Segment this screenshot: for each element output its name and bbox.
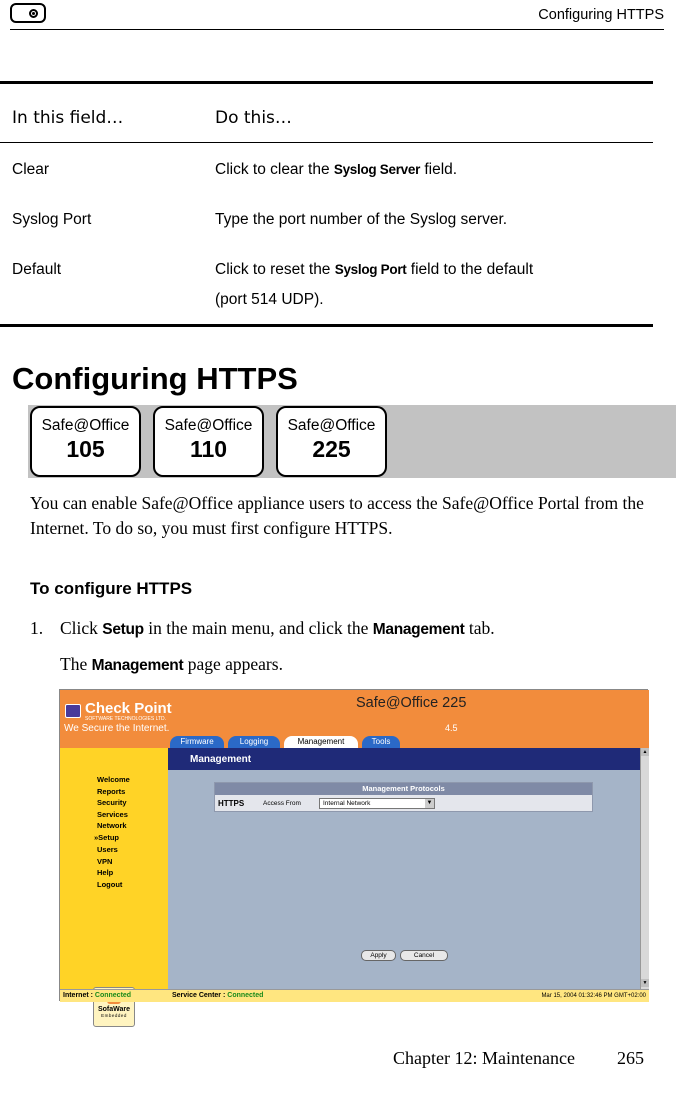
table-row-action: Type the port number of the Syslog server. (215, 211, 508, 228)
running-header: Configuring HTTPS (538, 7, 664, 23)
step-result: The Management page appears. (60, 654, 283, 674)
chevron-down-icon: ▼ (426, 800, 433, 806)
table-row-field: Default (12, 261, 62, 278)
intro-paragraph: You can enable Safe@Office appliance users to access the Safe@Office Portal from the Internet. To do so, you must first configure HTTPS. (30, 493, 644, 538)
chapter-icon (10, 3, 46, 23)
footer-chapter: Chapter 12: Maintenance (393, 1048, 575, 1068)
procedure-heading: To configure HTTPS (30, 579, 193, 598)
step-text: Click Setup in the main menu, and click the Management tab. (60, 618, 495, 638)
tab-logging[interactable]: Logging (228, 736, 280, 748)
table-top-rule (0, 81, 653, 84)
menu-item-welcome[interactable]: Welcome (97, 775, 130, 784)
scrollbar[interactable] (640, 748, 649, 989)
header-rule (10, 29, 664, 30)
step-number: 1. (30, 618, 44, 638)
logo-tagline: We Secure the Internet. (64, 723, 170, 734)
scroll-down-icon[interactable]: ▼ (642, 980, 648, 986)
main-content (168, 748, 640, 989)
access-from-select[interactable]: Internal Network ▼ (319, 798, 435, 809)
apply-button[interactable]: Apply (361, 950, 396, 961)
section-title: Configuring HTTPS (12, 361, 298, 396)
scroll-up-icon[interactable]: ▲ (642, 749, 648, 755)
logo-subtitle: SOFTWARE TECHNOLOGIES LTD. (85, 716, 167, 722)
checkpoint-logo-icon (65, 704, 81, 718)
table-header-action: Do this… (215, 108, 292, 128)
product-name: Safe@Office 225 (356, 695, 467, 711)
menu-item-setup[interactable]: »Setup (94, 833, 120, 842)
menu-item-reports[interactable]: Reports (97, 787, 126, 796)
table-row-field: Syslog Port (12, 211, 92, 228)
management-page-screenshot (59, 689, 648, 1018)
menu-item-logout[interactable]: Logout (97, 880, 123, 889)
product-badge: Safe@Office 110 (153, 406, 264, 477)
table-header-field: In this field… (12, 108, 124, 128)
menu-item-users[interactable]: Users (97, 845, 118, 854)
status-internet: Internet : Connected (63, 992, 132, 999)
panel-title: Management Protocols (215, 783, 592, 795)
page-title: Management (190, 754, 252, 765)
table-bottom-rule (0, 324, 653, 327)
cancel-button[interactable]: Cancel (400, 950, 448, 961)
tab-tools[interactable]: Tools (362, 736, 400, 748)
table-row-action: Click to clear the Syslog Server field. (215, 161, 458, 178)
table-row-action: Click to reset the Syslog Port field to the default (215, 261, 534, 278)
product-badge: Safe@Office 105 (30, 406, 141, 477)
page-number: 265 (617, 1048, 644, 1068)
tab-management[interactable]: Management (284, 736, 358, 748)
https-label: HTTPS (218, 799, 245, 808)
menu-item-vpn[interactable]: VPN (97, 857, 113, 866)
status-bar (60, 989, 649, 1002)
menu-item-security[interactable]: Security (97, 798, 127, 807)
product-badge: Safe@Office 225 (276, 406, 387, 477)
logo-name: Check Point (85, 700, 172, 717)
table-row-field: Clear (12, 161, 50, 178)
status-service-center: Service Center : Connected (172, 992, 264, 999)
menu-item-help[interactable]: Help (97, 868, 114, 877)
menu-item-services[interactable]: Services (97, 810, 128, 819)
sofaware-logo: SofaWare Embedded (93, 987, 135, 1027)
tab-firmware[interactable]: Firmware (170, 736, 224, 748)
management-protocols-panel (214, 782, 593, 812)
menu-item-network[interactable]: Network (97, 821, 127, 830)
table-header-rule (0, 142, 653, 143)
table-row-action-cont: (port 514 UDP). (215, 291, 324, 308)
access-from-label: Access From (263, 800, 301, 807)
status-datetime: Mar 15, 2004 01:32:46 PM GMT+02:00 (541, 993, 646, 999)
firmware-version: 4.5 (445, 723, 458, 733)
